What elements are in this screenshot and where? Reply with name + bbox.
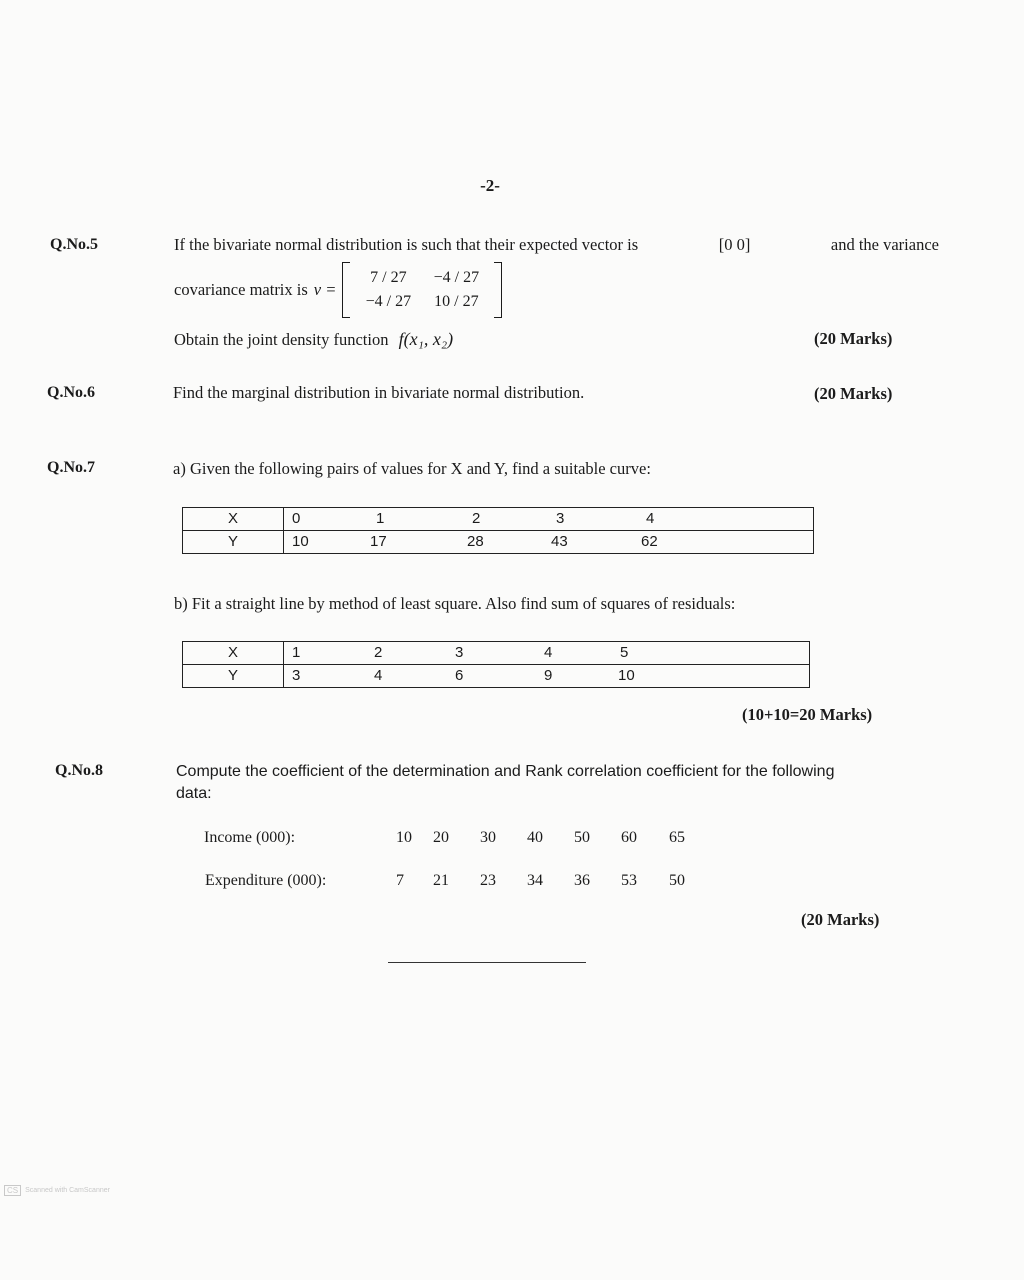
q5-vector: [0 0] <box>718 235 751 254</box>
matrix-right-bracket <box>494 262 502 318</box>
q5-line1 <box>174 235 939 255</box>
expenditure-5: 53 <box>621 872 637 889</box>
table-b-y-4: 10 <box>618 667 635 684</box>
q7-part-a: a) Given the following pairs of values for X and Y, find a suitable curve: <box>173 459 651 478</box>
table-b-x-label: X <box>183 642 284 665</box>
table-b-y-2: 6 <box>455 667 464 684</box>
income-values <box>396 829 716 851</box>
camscanner-logo-icon: CS <box>4 1185 21 1196</box>
q6-text: Find the marginal distribution in bivariate normal distribution. <box>173 383 585 402</box>
table-row <box>183 508 814 531</box>
income-0: 10 <box>396 829 412 846</box>
q8-line1: Compute the coefficient of the determination and Rank correlation coefficient for the following <box>176 763 835 780</box>
table-b-y-3: 9 <box>544 667 553 684</box>
q7-part-b: b) Fit a straight line by method of least square. Also find sum of squares of residuals: <box>174 594 736 613</box>
table-a <box>182 507 814 554</box>
table-row <box>183 665 810 688</box>
q5-line1-end: and the variance <box>830 235 939 254</box>
q5-function: f(x₁, x₂) <box>398 329 454 349</box>
table-b-x-0: 1 <box>292 644 301 661</box>
scanner-watermark-text: Scanned with CamScanner <box>25 1187 110 1194</box>
income-3: 40 <box>527 829 543 846</box>
matrix-left-bracket <box>342 262 350 318</box>
q6-marks: (20 Marks) <box>814 384 893 403</box>
table-b-x-3: 4 <box>544 644 553 661</box>
end-divider <box>388 962 586 963</box>
q5-marks: (20 Marks) <box>814 329 893 348</box>
table-a-x-1: 1 <box>376 510 385 527</box>
table-a-y-1: 17 <box>370 533 387 550</box>
matrix-cell-12: −4 / 27 <box>433 269 480 286</box>
table-a-y-0: 10 <box>292 533 309 550</box>
matrix-cell-11: 7 / 27 <box>370 269 407 286</box>
table-a-x-4: 4 <box>646 510 655 527</box>
q8-marks: (20 Marks) <box>801 910 880 929</box>
table-a-x-3: 3 <box>556 510 565 527</box>
q5-line3-text: Obtain the joint density function <box>174 330 389 349</box>
expenditure-3: 34 <box>527 872 543 889</box>
table-b <box>182 641 810 688</box>
table-b-y-1: 4 <box>374 667 383 684</box>
page-number: -2- <box>480 176 500 195</box>
q5-label: Q.No.5 <box>50 236 98 253</box>
income-label: Income (000): <box>204 829 296 846</box>
q8-line2: data: <box>176 785 212 802</box>
expenditure-2: 23 <box>480 872 496 889</box>
expenditure-6: 50 <box>669 872 685 889</box>
table-b-y-0: 3 <box>292 667 301 684</box>
expenditure-4: 36 <box>574 872 590 889</box>
table-b-x-2: 3 <box>455 644 464 661</box>
income-4: 50 <box>574 829 590 846</box>
q5-line1-text: If the bivariate normal distribution is such that their expected vector is <box>174 235 639 254</box>
q5-line3 <box>174 329 453 350</box>
matrix-cell-21: −4 / 27 <box>365 293 412 310</box>
income-1: 20 <box>433 829 449 846</box>
table-a-y-4: 62 <box>641 533 658 550</box>
expenditure-values <box>396 872 716 894</box>
table-row <box>183 642 810 665</box>
scanner-watermark <box>4 1185 110 1196</box>
expenditure-label: Expenditure (000): <box>205 872 327 889</box>
q8-label: Q.No.8 <box>55 762 103 779</box>
income-6: 65 <box>669 829 685 846</box>
table-row <box>183 531 814 554</box>
covariance-matrix <box>342 262 502 318</box>
q7-marks: (10+10=20 Marks) <box>742 705 873 724</box>
table-b-x-4: 5 <box>620 644 629 661</box>
table-a-x-0: 0 <box>292 510 301 527</box>
income-2: 30 <box>480 829 496 846</box>
matrix-cell-22: 10 / 27 <box>434 293 479 310</box>
expenditure-0: 7 <box>396 872 404 889</box>
q6-label: Q.No.6 <box>47 384 95 401</box>
table-b-x-1: 2 <box>374 644 383 661</box>
matrix-lhs: v = <box>313 280 337 299</box>
table-a-x-2: 2 <box>472 510 481 527</box>
q5-matrix-line <box>174 262 502 318</box>
expenditure-1: 21 <box>433 872 449 889</box>
table-a-x-label: X <box>183 508 284 531</box>
table-a-y-3: 43 <box>551 533 568 550</box>
q5-line2-prefix: covariance matrix is <box>174 280 308 299</box>
table-a-y-label: Y <box>183 531 284 554</box>
q7-label: Q.No.7 <box>47 459 95 476</box>
table-a-y-2: 28 <box>467 533 484 550</box>
income-5: 60 <box>621 829 637 846</box>
table-b-y-label: Y <box>183 665 284 688</box>
